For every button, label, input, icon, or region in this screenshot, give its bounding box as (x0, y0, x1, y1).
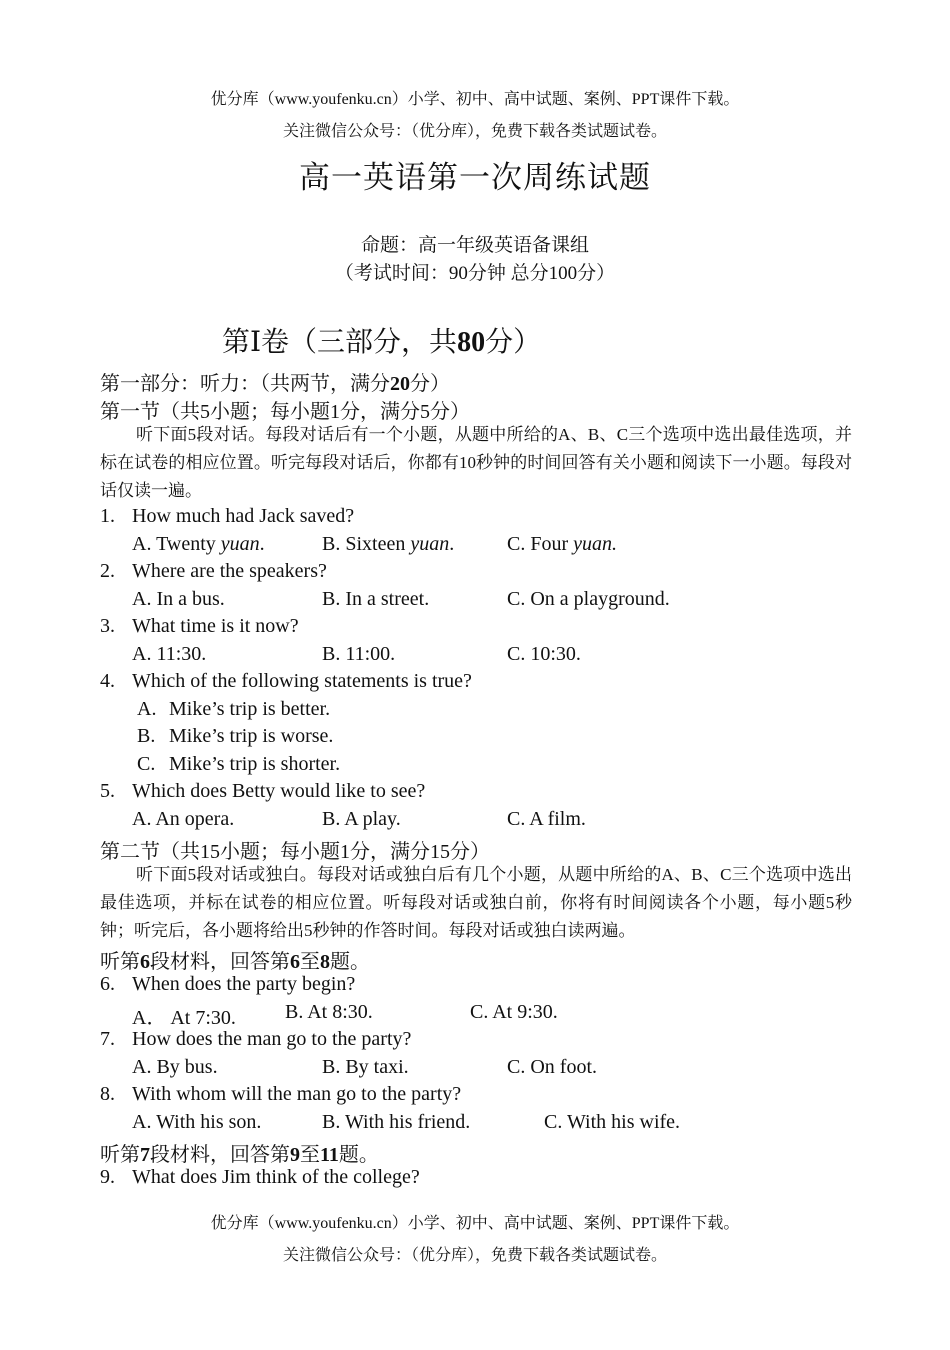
author-line: 命题：高一年级英语备课组 (360, 235, 589, 256)
q4-option-c-label: C. (137, 753, 156, 775)
footer-line-2: 关注微信公众号：（优分库），免费下载各类试题试卷。 (282, 1247, 667, 1264)
q6-text: When does the party begin? (132, 973, 356, 995)
q2-option-c: C. On a playground. (507, 588, 670, 610)
q4-option-b: Mike’s trip is worse. (169, 725, 334, 747)
q8-option-a: A. With his son. (132, 1111, 262, 1133)
q3-option-c: C. 10:30. (507, 643, 581, 665)
q4-option-b-label: B. (137, 725, 156, 747)
q4-text: Which of the following statements is true? (132, 670, 472, 692)
section2-instructions: 听下面5段对话或独白。每段对话或独白后有几个小题，从题中所给的A、B、C三个选项中选出最佳选项，并标在试卷的相应位置。听每段对话或独白前，你将有时间阅读各个小题，每小题5秒钟；听完后，各小题将给出5秒钟的作答时间。每段对话或独白读两遍。 (100, 865, 852, 940)
q7-option-b: B. By taxi. (322, 1056, 409, 1078)
section2-heading: 第二节（共15小题；每小题1分，满分15分） (100, 841, 490, 863)
q1-number: 1. (100, 505, 115, 527)
q2-text: Where are the speakers? (132, 560, 327, 582)
q6-option-c: C. At 9:30. (470, 1001, 558, 1023)
q9-text: What does Jim think of the college? (132, 1166, 420, 1188)
q6-option-b: B. At 8:30. (285, 1001, 373, 1023)
q3-option-a: A. 11:30. (132, 643, 207, 665)
material-7-heading: 听第7段材料，回答第9至11题。 (100, 1144, 379, 1166)
q1-text: How much had Jack saved? (132, 505, 355, 527)
volume-heading: 第Ⅰ卷（三部分，共80分） (222, 327, 542, 358)
q4-option-a: Mike’s trip is better. (169, 698, 331, 720)
header-line-1: 优分库（www.youfenku.cn）小学、初中、高中试题、案例、PPT课件下载。 (210, 91, 740, 108)
q7-option-a: A. By bus. (132, 1056, 218, 1078)
footer-line-1: 优分库（www.youfenku.cn）小学、初中、高中试题、案例、PPT课件下载。 (210, 1215, 740, 1232)
q4-number: 4. (100, 670, 115, 692)
q2-option-a: A. In a bus. (132, 588, 225, 610)
q7-number: 7. (100, 1028, 115, 1050)
section1-heading: 第一节（共5小题；每小题1分，满分5分） (100, 401, 470, 423)
section1-instructions: 听下面5段对话。每段对话后有一个小题，从题中所给的A、B、C三个选项中选出最佳选项，并标在试卷的相应位置。听完每段对话后，你都有10秒钟的时间回答有关小题和阅读下一小题。每段对话仅读一遍。 (100, 425, 852, 500)
q5-option-c: C. A film. (507, 808, 586, 830)
q6-number: 6. (100, 973, 115, 995)
q6-option-a: A． At 7:30. (132, 1007, 236, 1029)
q8-number: 8. (100, 1083, 115, 1105)
q3-option-b: B. 11:00. (322, 643, 396, 665)
page-title: 高一英语第一次周练试题 (299, 160, 651, 195)
q2-option-b: B. In a street. (322, 588, 430, 610)
q1-option-c: C. Four yuan. (507, 533, 618, 555)
q4-option-c: Mike’s trip is shorter. (169, 753, 341, 775)
q9-number: 9. (100, 1166, 115, 1188)
q1-option-b: B. Sixteen yuan. (322, 533, 455, 555)
q3-number: 3. (100, 615, 115, 637)
q7-option-c: C. On foot. (507, 1056, 597, 1078)
q2-number: 2. (100, 560, 115, 582)
q8-text: With whom will the man go to the party? (132, 1083, 462, 1105)
q7-text: How does the man go to the party? (132, 1028, 412, 1050)
q5-number: 5. (100, 780, 115, 802)
q8-option-c: C. With his wife. (544, 1111, 681, 1133)
exam-time-info: （考试时间：90分钟 总分100分） (334, 263, 616, 284)
material-6-heading: 听第6段材料，回答第6至8题。 (100, 951, 370, 973)
part1-heading: 第一部分：听力：（共两节，满分20分） (100, 373, 450, 395)
q5-text: Which does Betty would like to see? (132, 780, 426, 802)
q3-text: What time is it now? (132, 615, 299, 637)
q1-option-a: A. Twenty yuan. (132, 533, 265, 555)
q5-option-b: B. A play. (322, 808, 401, 830)
q5-option-a: A. An opera. (132, 808, 235, 830)
header-line-2: 关注微信公众号：（优分库），免费下载各类试题试卷。 (282, 123, 667, 140)
q4-option-a-label: A. (137, 698, 157, 720)
q8-option-b: B. With his friend. (322, 1111, 471, 1133)
